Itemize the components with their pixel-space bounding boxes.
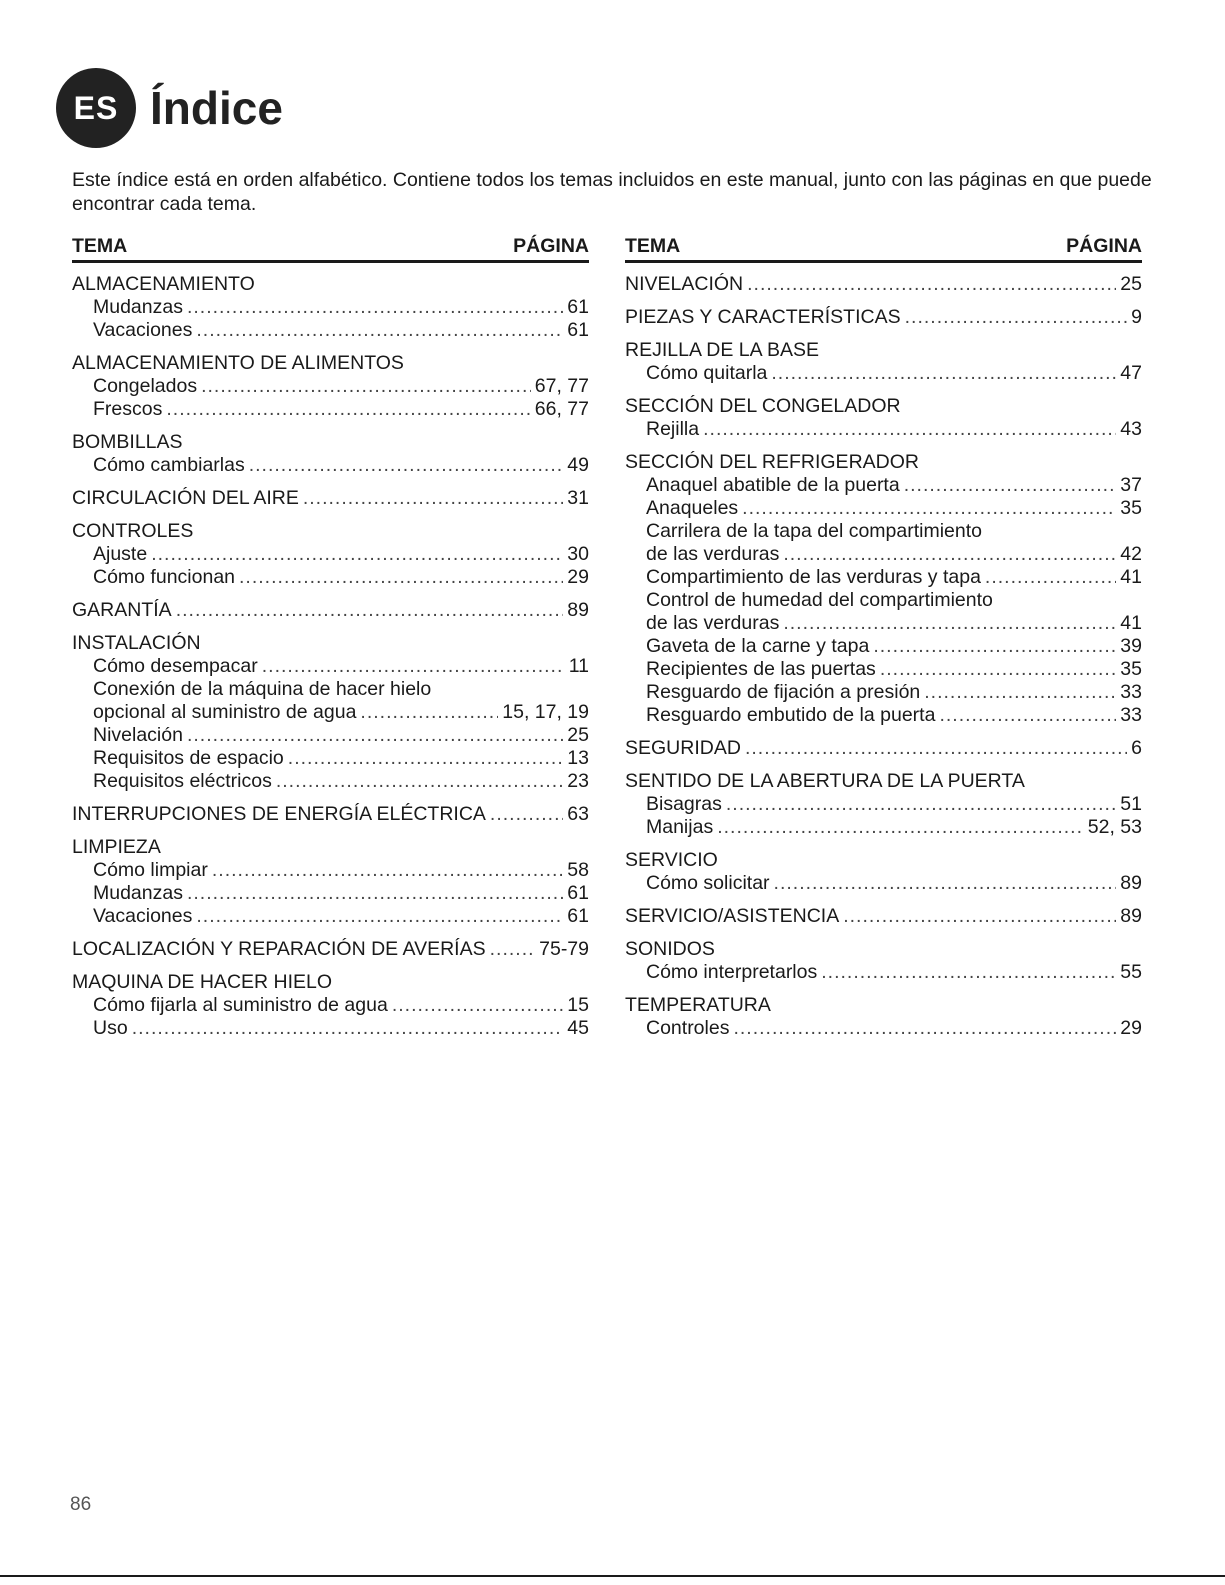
- entry-label: Ajuste: [93, 543, 148, 565]
- entry-label: SEGURIDAD: [625, 737, 741, 759]
- section-title: MAQUINA DE HACER HIELO: [72, 971, 333, 993]
- leader-dots: [288, 747, 564, 770]
- entry-label: Mudanzas: [93, 296, 183, 318]
- entry-label: Anaqueles: [646, 497, 739, 519]
- entry-page: 47: [1120, 362, 1142, 384]
- index-column-left: [72, 234, 589, 1040]
- leader-dots: [783, 543, 1116, 566]
- entry-label: Compartimiento de las verduras y tapa: [646, 566, 981, 588]
- index-section: [72, 836, 589, 928]
- entry-label: Anaquel abatible de la puerta: [646, 474, 900, 496]
- entry-page: 15, 17, 19: [502, 701, 589, 723]
- index-section: [625, 737, 1142, 760]
- entry-label: Cómo cambiarlas: [93, 454, 245, 476]
- section-title: SECCIÓN DEL CONGELADOR: [625, 395, 901, 417]
- leader-dots: [196, 905, 563, 928]
- entry-label: Manijas: [646, 816, 714, 838]
- section-title: INSTALACIÓN: [72, 632, 201, 654]
- entry-page: 29: [567, 566, 589, 588]
- entry-page: 52, 53: [1087, 816, 1142, 838]
- index-entry: [72, 701, 589, 724]
- entry-label: Recipientes de las puertas: [646, 658, 876, 680]
- entry-page: 55: [1120, 961, 1142, 983]
- section-title: REJILLA DE LA BASE: [625, 339, 820, 361]
- index-section: [72, 599, 589, 622]
- index-entry: [625, 474, 1142, 497]
- index-entry: [72, 724, 589, 747]
- entry-page: 15: [567, 994, 589, 1016]
- entry-page: 49: [567, 454, 589, 476]
- bottom-rule: [0, 1575, 1225, 1577]
- index-section: [72, 431, 589, 477]
- index-section: [625, 339, 1142, 385]
- index-entry: [72, 770, 589, 793]
- leader-dots: [717, 816, 1084, 839]
- entry-label: CIRCULACIÓN DEL AIRE: [72, 487, 299, 509]
- column-header: [72, 234, 589, 263]
- index-entry: [72, 655, 589, 678]
- leader-dots: [905, 306, 1128, 329]
- section-title: SENTIDO DE LA ABERTURA DE LA PUERTA: [625, 770, 1025, 792]
- intro-paragraph: Este índice está en orden alfabético. Contiene todos los temas incluidos en este manual, junto con las páginas en que puede encontrar cada tema.: [72, 169, 1152, 215]
- index-entry: [72, 566, 589, 589]
- entry-page: 37: [1120, 474, 1142, 496]
- leader-dots: [742, 497, 1116, 520]
- index-entry: [72, 803, 589, 826]
- leader-dots: [201, 375, 531, 398]
- index-section: [625, 849, 1142, 895]
- entry-label: de las verduras: [646, 543, 780, 565]
- leader-dots: [726, 793, 1116, 816]
- index-entry: [625, 418, 1142, 441]
- leader-dots: [904, 474, 1117, 497]
- index-entry: [72, 938, 589, 961]
- leader-dots: [939, 704, 1116, 727]
- index-entry: [72, 319, 589, 342]
- entry-page: 13: [567, 747, 589, 769]
- entry-page: 58: [567, 859, 589, 881]
- entry-page: 31: [567, 487, 589, 509]
- entry-page: 67, 77: [534, 375, 589, 397]
- index-entry: [625, 273, 1142, 296]
- entry-page: 23: [567, 770, 589, 792]
- index-entry: [625, 635, 1142, 658]
- index-entry: [625, 362, 1142, 385]
- entry-page: 35: [1120, 658, 1142, 680]
- entry-label: Resguardo embutido de la puerta: [646, 704, 936, 726]
- section-title: SONIDOS: [625, 938, 715, 960]
- entry-label: Cómo fijarla al suministro de agua: [93, 994, 388, 1016]
- leader-dots: [774, 872, 1117, 895]
- index-entry: [625, 816, 1142, 839]
- leader-dots: [745, 737, 1127, 760]
- section-title: SERVICIO: [625, 849, 718, 871]
- leader-dots: [212, 859, 563, 882]
- leader-dots: [392, 994, 563, 1017]
- index-entry: [625, 566, 1142, 589]
- entry-page: 45: [567, 1017, 589, 1039]
- index-entry: [72, 747, 589, 770]
- leader-dots: [276, 770, 563, 793]
- column-header: [625, 234, 1142, 263]
- index-entry: [625, 793, 1142, 816]
- entry-page: 75-79: [539, 938, 589, 960]
- leader-dots: [985, 566, 1116, 589]
- entry-label: Frescos: [93, 398, 163, 420]
- index-section: [72, 803, 589, 826]
- entry-page: 89: [1120, 872, 1142, 894]
- index-section: [625, 770, 1142, 839]
- entry-page: 41: [1120, 612, 1142, 634]
- entry-page: 43: [1120, 418, 1142, 440]
- entry-label: Cómo funcionan: [93, 566, 236, 588]
- entry-label-continued: Carrilera de la tapa del compartimiento: [646, 520, 982, 542]
- leader-dots: [747, 273, 1116, 296]
- index-entry: [625, 612, 1142, 635]
- leader-dots: [703, 418, 1116, 441]
- index-entry: [72, 543, 589, 566]
- leader-dots: [176, 599, 564, 622]
- section-title: SECCIÓN DEL REFRIGERADOR: [625, 451, 919, 473]
- entry-label: Nivelación: [93, 724, 183, 746]
- index-entry: [625, 1017, 1142, 1040]
- index-entry: [72, 1017, 589, 1040]
- index-section: [72, 520, 589, 589]
- index-entry: [625, 658, 1142, 681]
- entry-page: 61: [567, 905, 589, 927]
- entry-page: 61: [567, 882, 589, 904]
- index-section: [625, 905, 1142, 928]
- index-section: [72, 938, 589, 961]
- entry-page: 30: [567, 543, 589, 565]
- index-section: [72, 352, 589, 421]
- leader-dots: [843, 905, 1116, 928]
- section-title: BOMBILLAS: [72, 431, 183, 453]
- page-title: Índice: [150, 82, 283, 134]
- page-number: 86: [70, 1494, 92, 1515]
- entry-label: LOCALIZACIÓN Y REPARACIÓN DE AVERÍAS: [72, 938, 486, 960]
- leader-dots: [262, 655, 565, 678]
- entry-page: 29: [1120, 1017, 1142, 1039]
- index-section: [625, 395, 1142, 441]
- index-entry: [72, 296, 589, 319]
- entry-label: Requisitos eléctricos: [93, 770, 272, 792]
- entry-label: Gaveta de la carne y tapa: [646, 635, 870, 657]
- entry-page: 61: [567, 296, 589, 318]
- section-title: ALMACENAMIENTO DE ALIMENTOS: [72, 352, 404, 374]
- leader-dots: [249, 454, 564, 477]
- entry-page: 89: [1120, 905, 1142, 927]
- entry-page: 41: [1120, 566, 1142, 588]
- leader-dots: [771, 362, 1116, 385]
- leader-dots: [187, 724, 563, 747]
- index-section: [625, 938, 1142, 984]
- entry-label: Mudanzas: [93, 882, 183, 904]
- index-section: [72, 487, 589, 510]
- index-section: [625, 273, 1142, 296]
- index-entry: [72, 599, 589, 622]
- leader-dots: [132, 1017, 564, 1040]
- index-column-right: [625, 234, 1142, 1040]
- entry-label: Cómo quitarla: [646, 362, 768, 384]
- entry-page: 25: [1120, 273, 1142, 295]
- index-entry: [72, 994, 589, 1017]
- leader-dots: [924, 681, 1116, 704]
- entry-label: INTERRUPCIONES DE ENERGÍA ELÉCTRICA: [72, 803, 486, 825]
- page-heading: PÁGINA: [513, 235, 589, 257]
- entry-page: 39: [1120, 635, 1142, 657]
- entry-page: 9: [1131, 306, 1142, 328]
- entry-label: GARANTÍA: [72, 599, 172, 621]
- index-entry: [72, 398, 589, 421]
- entry-page: 61: [567, 319, 589, 341]
- entry-page: 66, 77: [534, 398, 589, 420]
- index-entry: [625, 543, 1142, 566]
- entry-page: 11: [568, 655, 589, 677]
- section-title: TEMPERATURA: [625, 994, 771, 1016]
- index-section: [625, 306, 1142, 329]
- entry-label: Resguardo de fijación a presión: [646, 681, 921, 703]
- index-entry: [625, 497, 1142, 520]
- entry-label-continued: Control de humedad del compartimiento: [646, 589, 993, 611]
- entry-page: 42: [1120, 543, 1142, 565]
- leader-dots: [733, 1017, 1116, 1040]
- entry-label: Congelados: [93, 375, 198, 397]
- index-entry: [72, 859, 589, 882]
- index-entry: [72, 487, 589, 510]
- leader-dots: [187, 296, 563, 319]
- entry-page: 6: [1131, 737, 1142, 759]
- index-section: [72, 273, 589, 342]
- entry-page: 51: [1120, 793, 1142, 815]
- section-title: CONTROLES: [72, 520, 194, 542]
- index-entry: [625, 737, 1142, 760]
- entry-page: 33: [1120, 681, 1142, 703]
- leader-dots: [783, 612, 1116, 635]
- index-entry: [625, 704, 1142, 727]
- leader-dots: [196, 319, 563, 342]
- entry-label: Vacaciones: [93, 319, 193, 341]
- section-title: LIMPIEZA: [72, 836, 161, 858]
- index-entry: [625, 872, 1142, 895]
- page-header: [56, 68, 283, 148]
- entry-label: de las verduras: [646, 612, 780, 634]
- entry-page: 89: [567, 599, 589, 621]
- index-entry: [625, 681, 1142, 704]
- leader-dots: [490, 938, 536, 961]
- leader-dots: [873, 635, 1116, 658]
- index-entry: [625, 306, 1142, 329]
- index-entry: [72, 454, 589, 477]
- entry-page: 25: [567, 724, 589, 746]
- index-section: [72, 632, 589, 793]
- entry-label: Cómo limpiar: [93, 859, 208, 881]
- entry-page: 63: [567, 803, 589, 825]
- entry-label: NIVELACIÓN: [625, 273, 744, 295]
- index-entry: [72, 905, 589, 928]
- entry-label: Cómo desempacar: [93, 655, 258, 677]
- page-heading: PÁGINA: [1066, 235, 1142, 257]
- leader-dots: [880, 658, 1116, 681]
- leader-dots: [151, 543, 563, 566]
- entry-page: 33: [1120, 704, 1142, 726]
- index-entry: [625, 961, 1142, 984]
- leader-dots: [239, 566, 563, 589]
- entry-label: Requisitos de espacio: [93, 747, 284, 769]
- topic-heading: TEMA: [625, 235, 681, 257]
- entry-label: opcional al suministro de agua: [93, 701, 357, 723]
- leader-dots: [490, 803, 563, 826]
- entry-label-continued: Conexión de la máquina de hacer hielo: [93, 678, 432, 700]
- leader-dots: [187, 882, 563, 905]
- entry-label: Controles: [646, 1017, 730, 1039]
- leader-dots: [360, 701, 498, 724]
- topic-heading: TEMA: [72, 235, 128, 257]
- leader-dots: [821, 961, 1116, 984]
- entry-label: Bisagras: [646, 793, 722, 815]
- entry-label: Rejilla: [646, 418, 700, 440]
- entry-label: PIEZAS Y CARACTERÍSTICAS: [625, 306, 901, 328]
- leader-dots: [166, 398, 530, 421]
- section-title: ALMACENAMIENTO: [72, 273, 255, 295]
- entry-label: Uso: [93, 1017, 128, 1039]
- leader-dots: [303, 487, 563, 510]
- index-entry: [625, 905, 1142, 928]
- entry-label: Cómo interpretarlos: [646, 961, 818, 983]
- entry-page: 35: [1120, 497, 1142, 519]
- index-section: [625, 451, 1142, 727]
- entry-label: SERVICIO/ASISTENCIA: [625, 905, 840, 927]
- entry-label: Cómo solicitar: [646, 872, 770, 894]
- index-entry: [72, 882, 589, 905]
- index-section: [72, 971, 589, 1040]
- index-section: [625, 994, 1142, 1040]
- language-badge: ES: [56, 68, 136, 148]
- index-entry: [72, 375, 589, 398]
- entry-label: Vacaciones: [93, 905, 193, 927]
